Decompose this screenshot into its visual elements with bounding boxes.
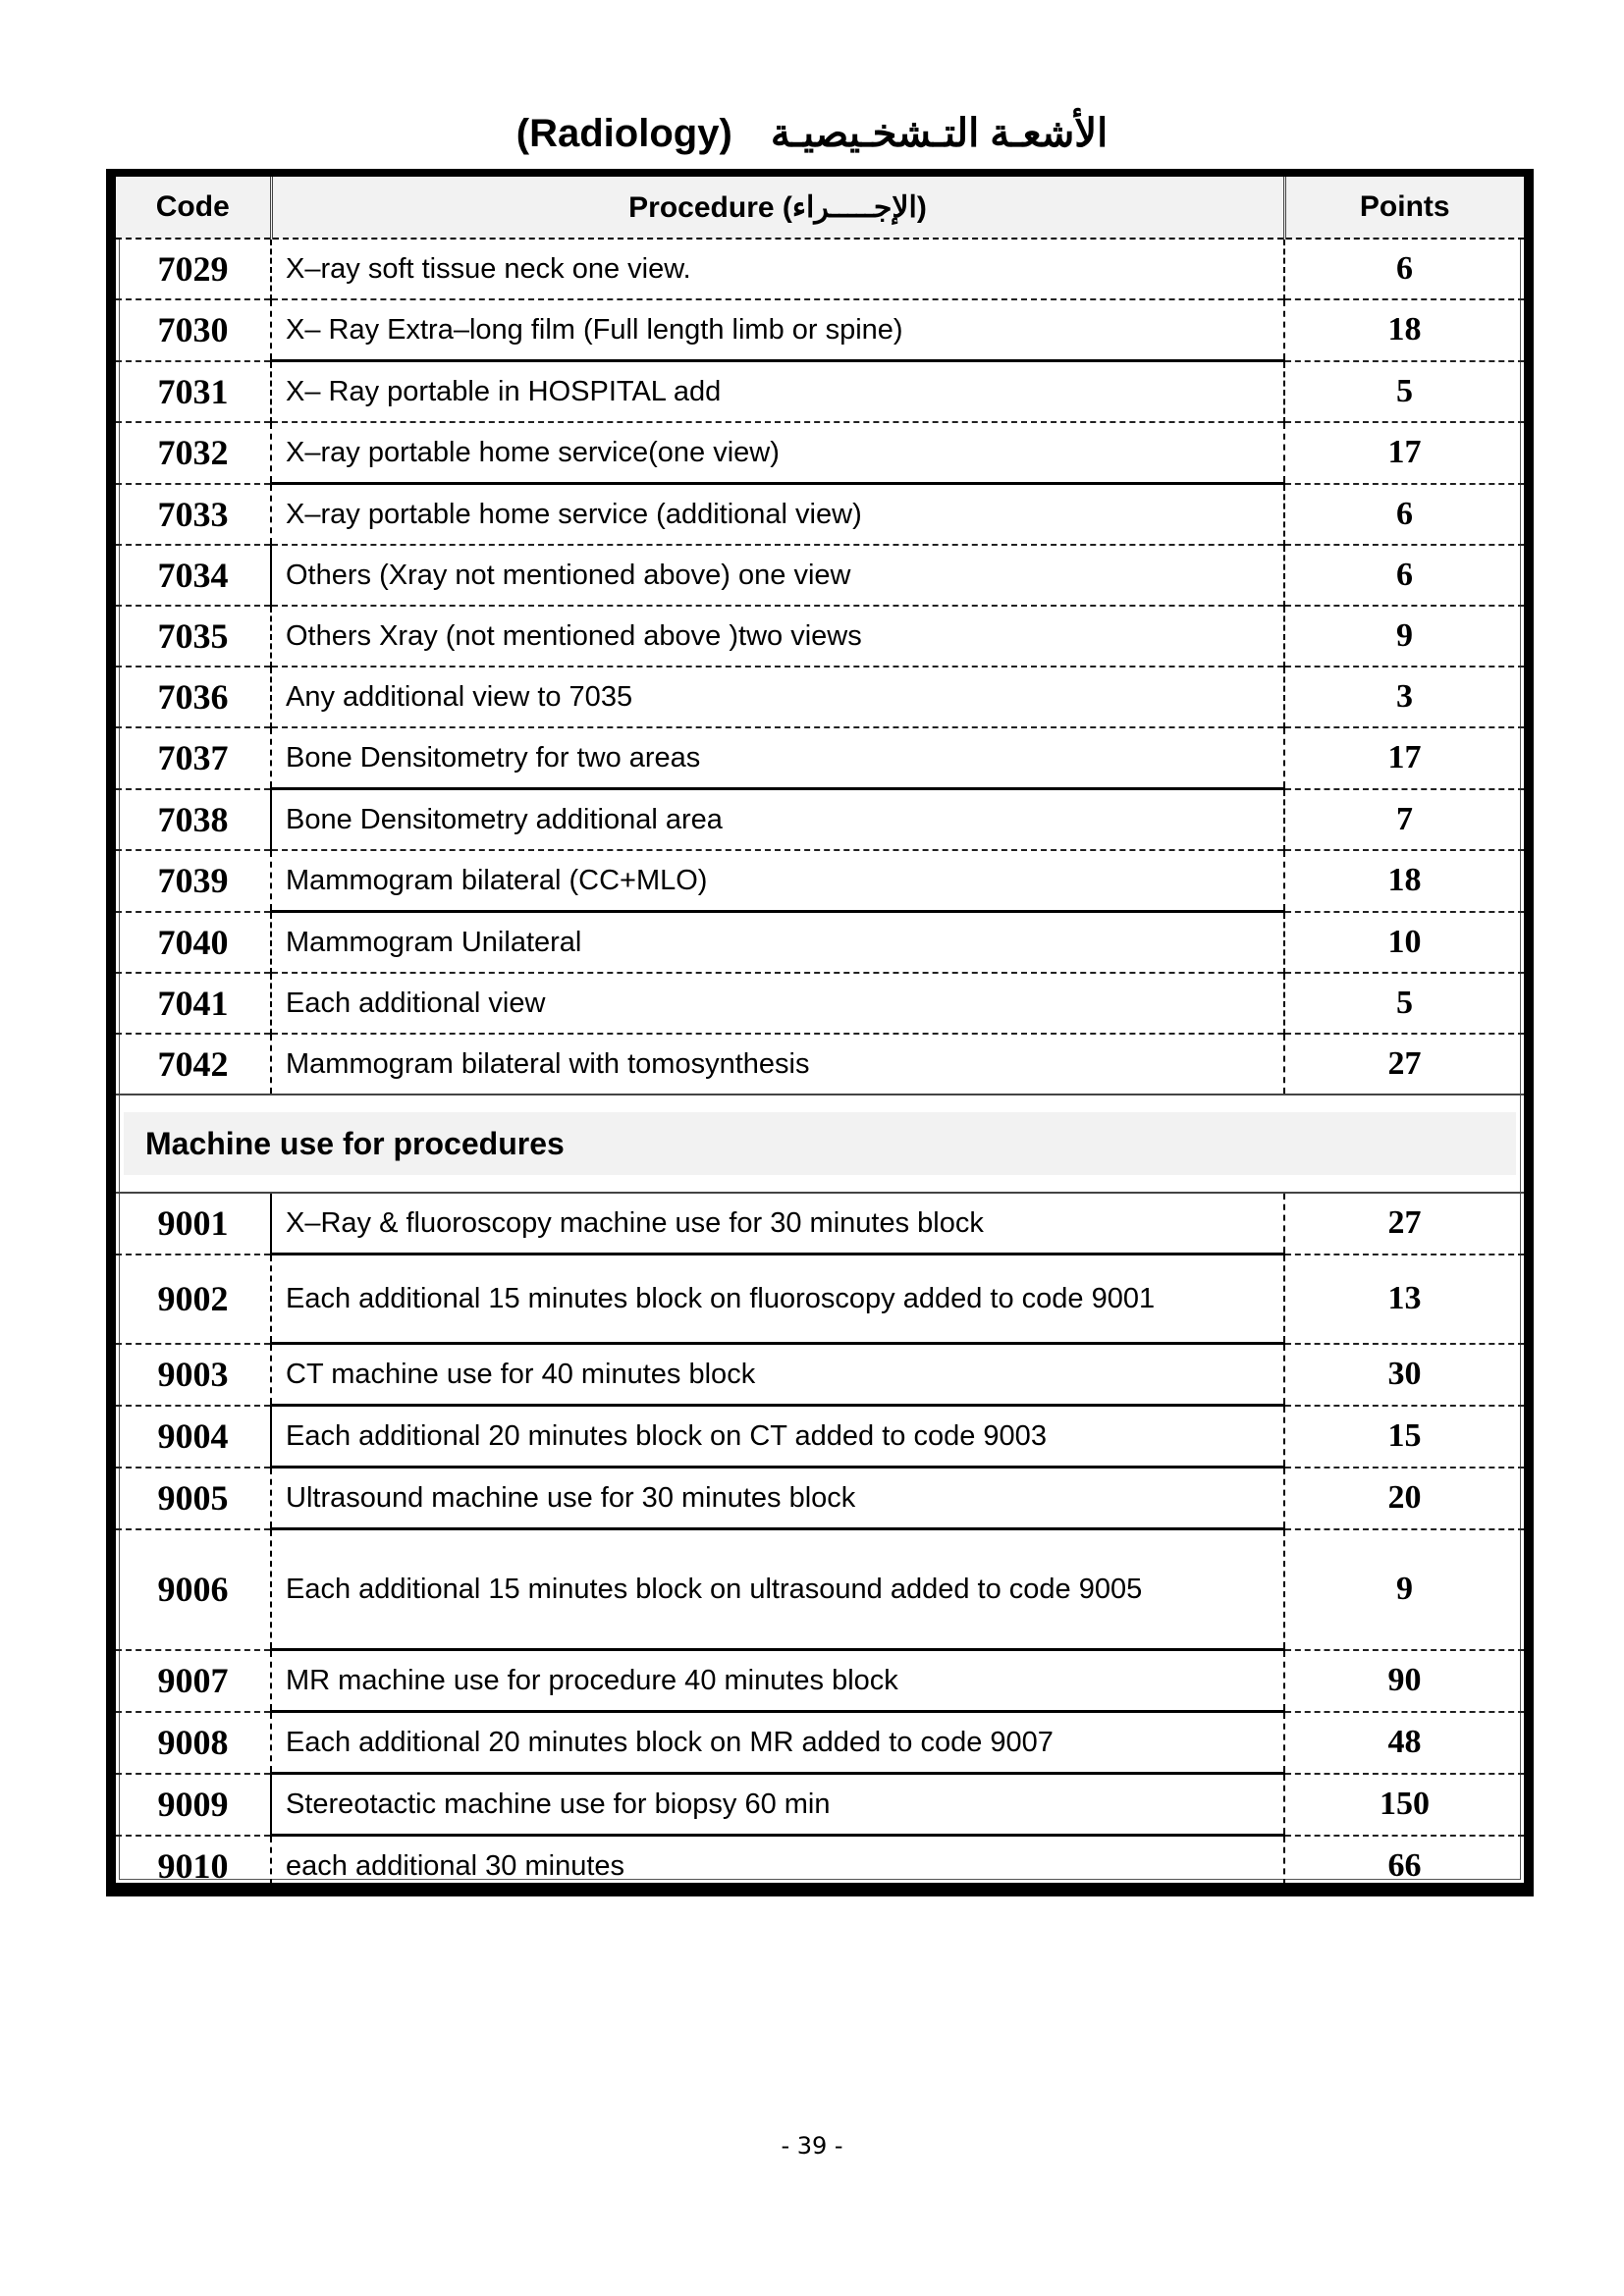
row-procedure: Mammogram Unilateral bbox=[271, 912, 1284, 974]
row-points: 10 bbox=[1284, 912, 1524, 974]
row-procedure: Each additional 15 minutes block on fluoroscopy added to code 9001 bbox=[271, 1255, 1284, 1344]
table-row bbox=[116, 545, 1524, 606]
row-procedure: X– Ray portable in HOSPITAL add bbox=[271, 361, 1284, 423]
row-procedure: Each additional view bbox=[271, 973, 1284, 1034]
table-row bbox=[116, 1712, 1524, 1774]
row-code: 7038 bbox=[116, 789, 271, 851]
row-procedure: Bone Densitometry for two areas bbox=[271, 727, 1284, 789]
table-row bbox=[116, 1836, 1524, 1896]
row-points: 18 bbox=[1284, 850, 1524, 912]
row-procedure: Stereotactic machine use for biopsy 60 min bbox=[271, 1774, 1284, 1836]
header-points: Points bbox=[1284, 177, 1524, 239]
row-points: 3 bbox=[1284, 667, 1524, 727]
row-procedure: Others Xray (not mentioned above )two views bbox=[271, 606, 1284, 667]
row-points: 5 bbox=[1284, 973, 1524, 1034]
row-code: 7039 bbox=[116, 850, 271, 912]
row-procedure: X–ray portable home service (additional view) bbox=[271, 484, 1284, 546]
row-code: 9006 bbox=[116, 1529, 271, 1650]
page-number: - 39 - bbox=[781, 2132, 843, 2160]
row-points: 48 bbox=[1284, 1712, 1524, 1774]
row-procedure: Others (Xray not mentioned above) one view bbox=[271, 545, 1284, 606]
row-code: 7030 bbox=[116, 299, 271, 361]
row-procedure: Each additional 20 minutes block on CT added to code 9003 bbox=[271, 1406, 1284, 1468]
row-code: 9010 bbox=[116, 1836, 271, 1896]
row-code: 7042 bbox=[116, 1034, 271, 1095]
row-points: 27 bbox=[1284, 1193, 1524, 1255]
table-row bbox=[116, 1529, 1524, 1650]
row-procedure: MR machine use for procedure 40 minutes block bbox=[271, 1650, 1284, 1712]
row-procedure: Each additional 15 minutes block on ultrasound added to code 9005 bbox=[271, 1529, 1284, 1650]
row-points: 6 bbox=[1284, 239, 1524, 299]
table-row bbox=[116, 667, 1524, 727]
row-procedure: Bone Densitometry additional area bbox=[271, 789, 1284, 851]
table-row bbox=[116, 789, 1524, 851]
row-points: 20 bbox=[1284, 1468, 1524, 1529]
row-code: 7035 bbox=[116, 606, 271, 667]
row-code: 9007 bbox=[116, 1650, 271, 1712]
table-row bbox=[116, 1774, 1524, 1836]
row-procedure: Each additional 20 minutes block on MR added to code 9007 bbox=[271, 1712, 1284, 1774]
table-row bbox=[116, 606, 1524, 667]
row-code: 7033 bbox=[116, 484, 271, 546]
row-code: 7029 bbox=[116, 239, 271, 299]
row-procedure: X–Ray & fluoroscopy machine use for 30 minutes block bbox=[271, 1193, 1284, 1255]
table-row bbox=[116, 727, 1524, 789]
section-title: Machine use for procedures bbox=[124, 1112, 1516, 1175]
table-row bbox=[116, 973, 1524, 1034]
row-procedure: Ultrasound machine use for 30 minutes block bbox=[271, 1468, 1284, 1529]
header-code: Code bbox=[116, 177, 271, 239]
row-procedure: CT machine use for 40 minutes block bbox=[271, 1344, 1284, 1406]
table-row bbox=[116, 1255, 1524, 1344]
radiology-fee-table bbox=[116, 177, 1524, 1896]
row-code: 7031 bbox=[116, 361, 271, 423]
row-procedure: X–ray portable home service(one view) bbox=[271, 422, 1284, 484]
row-points: 66 bbox=[1284, 1836, 1524, 1896]
row-points: 27 bbox=[1284, 1034, 1524, 1095]
section-header-row bbox=[116, 1095, 1524, 1193]
row-points: 9 bbox=[1284, 606, 1524, 667]
row-code: 9005 bbox=[116, 1468, 271, 1529]
row-points: 17 bbox=[1284, 422, 1524, 484]
table-row bbox=[116, 361, 1524, 423]
row-procedure: each additional 30 minutes bbox=[271, 1836, 1284, 1896]
row-code: 9002 bbox=[116, 1255, 271, 1344]
row-points: 6 bbox=[1284, 484, 1524, 546]
table-frame bbox=[106, 169, 1534, 1896]
table-row bbox=[116, 299, 1524, 361]
row-code: 7032 bbox=[116, 422, 271, 484]
row-code: 9009 bbox=[116, 1774, 271, 1836]
table-row bbox=[116, 912, 1524, 974]
table-frame-inner bbox=[114, 175, 1526, 1885]
row-points: 90 bbox=[1284, 1650, 1524, 1712]
section-header-cell bbox=[116, 1095, 1524, 1193]
row-procedure: X–ray soft tissue neck one view. bbox=[271, 239, 1284, 299]
table-row bbox=[116, 1650, 1524, 1712]
row-procedure: Mammogram bilateral (CC+MLO) bbox=[271, 850, 1284, 912]
table-row bbox=[116, 1034, 1524, 1095]
row-points: 13 bbox=[1284, 1255, 1524, 1344]
row-points: 18 bbox=[1284, 299, 1524, 361]
title-english: (Radiology) bbox=[515, 112, 732, 155]
row-code: 7034 bbox=[116, 545, 271, 606]
table-row bbox=[116, 484, 1524, 546]
row-code: 9001 bbox=[116, 1193, 271, 1255]
table-row bbox=[116, 1193, 1524, 1255]
row-code: 7036 bbox=[116, 667, 271, 727]
row-points: 15 bbox=[1284, 1406, 1524, 1468]
row-code: 7040 bbox=[116, 912, 271, 974]
row-code: 9003 bbox=[116, 1344, 271, 1406]
table-row bbox=[116, 239, 1524, 299]
row-points: 9 bbox=[1284, 1529, 1524, 1650]
row-points: 6 bbox=[1284, 545, 1524, 606]
row-points: 5 bbox=[1284, 361, 1524, 423]
row-code: 9004 bbox=[116, 1406, 271, 1468]
row-code: 9008 bbox=[116, 1712, 271, 1774]
table-row bbox=[116, 1468, 1524, 1529]
table-header-row bbox=[116, 177, 1524, 239]
row-procedure: Any additional view to 7035 bbox=[271, 667, 1284, 727]
row-points: 7 bbox=[1284, 789, 1524, 851]
row-code: 7037 bbox=[116, 727, 271, 789]
table-row bbox=[116, 850, 1524, 912]
page-title bbox=[0, 106, 1624, 161]
header-procedure: Procedure (الإجـــــراء) bbox=[271, 177, 1284, 239]
table-row bbox=[116, 1344, 1524, 1406]
row-procedure: X– Ray Extra–long film (Full length limb or spine) bbox=[271, 299, 1284, 361]
table-row bbox=[116, 422, 1524, 484]
row-procedure: Mammogram bilateral with tomosynthesis bbox=[271, 1034, 1284, 1095]
row-points: 17 bbox=[1284, 727, 1524, 789]
row-code: 7041 bbox=[116, 973, 271, 1034]
row-points: 150 bbox=[1284, 1774, 1524, 1836]
table-row bbox=[116, 1406, 1524, 1468]
row-points: 30 bbox=[1284, 1344, 1524, 1406]
title-arabic: الأشعـة التـشخـيصيـة bbox=[770, 112, 1109, 155]
